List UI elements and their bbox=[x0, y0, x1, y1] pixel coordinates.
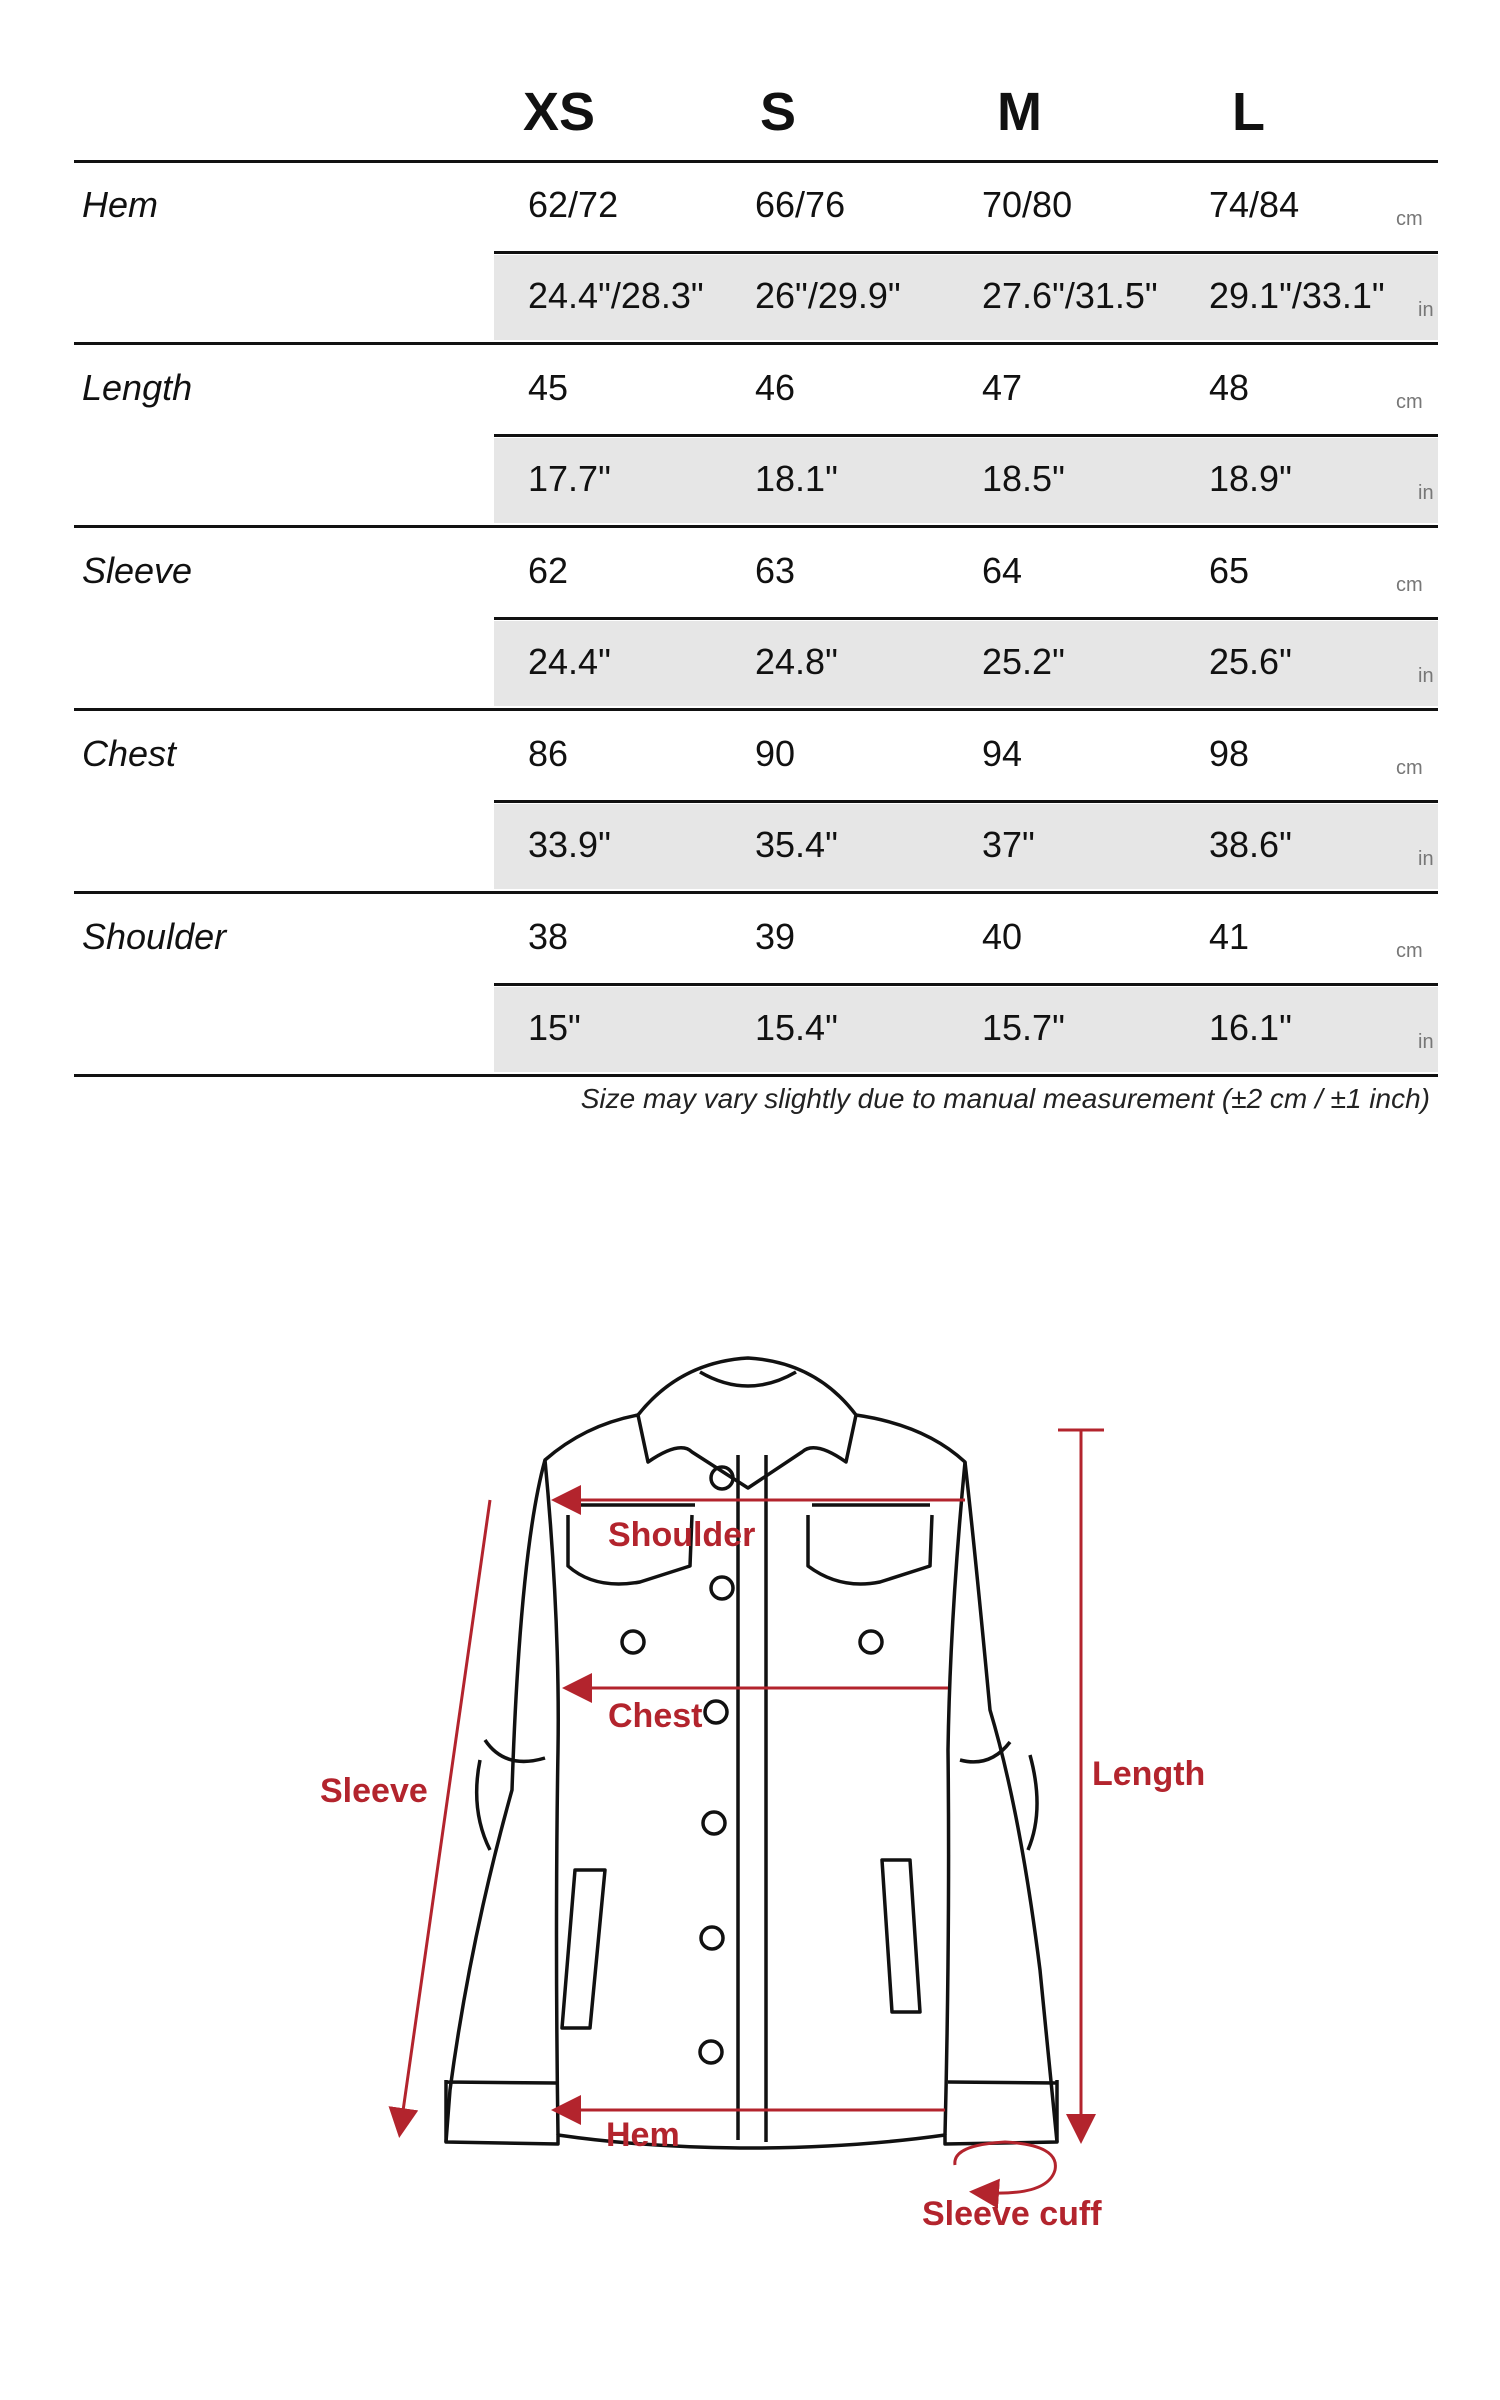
row-label-1: Length bbox=[82, 367, 193, 408]
row-divider bbox=[494, 251, 1438, 254]
inch-value: 37" bbox=[982, 824, 1035, 865]
inch-value: 29.1"/33.1" bbox=[1209, 275, 1385, 316]
sleeve-cuff-label: Sleeve cuff bbox=[922, 2195, 1102, 2233]
sleeve-cuff-arrow bbox=[955, 2142, 1056, 2193]
cm-value: 45 bbox=[528, 367, 569, 408]
inch-value: 15.4" bbox=[755, 1007, 838, 1048]
cm-unit-label: cm bbox=[1396, 574, 1423, 596]
cm-value: 62 bbox=[528, 550, 569, 591]
shoulder-label: Shoulder bbox=[608, 1516, 756, 1554]
sleeve-label: Sleeve bbox=[320, 1772, 428, 1810]
group-divider bbox=[74, 1074, 1438, 1077]
inch-row-band bbox=[494, 621, 1438, 706]
row-divider bbox=[494, 800, 1438, 803]
size-header-m: M bbox=[997, 82, 1042, 142]
inch-unit-label: in bbox=[1418, 482, 1434, 504]
size-header-s: S bbox=[760, 82, 797, 142]
measurement-note: Size may vary slightly due to manual measurement (±2 cm / ±1 inch) bbox=[580, 1083, 1430, 1114]
inch-value: 18.5" bbox=[982, 458, 1065, 499]
inch-value: 15.7" bbox=[982, 1007, 1065, 1048]
length-label: Length bbox=[1092, 1755, 1206, 1793]
inch-row-band bbox=[494, 987, 1438, 1072]
row-label-3: Chest bbox=[82, 733, 177, 774]
cm-value: 63 bbox=[755, 550, 796, 591]
hem-label: Hem bbox=[606, 2116, 680, 2154]
cm-value: 40 bbox=[982, 916, 1023, 957]
row-label-2: Sleeve bbox=[82, 550, 193, 591]
jacket-outline bbox=[446, 1358, 1057, 2148]
inch-value: 26"/29.9" bbox=[755, 275, 901, 316]
inch-value: 24.4" bbox=[528, 641, 611, 682]
cm-value: 70/80 bbox=[982, 184, 1073, 225]
inch-value: 18.1" bbox=[755, 458, 838, 499]
jacket-measurement-diagram bbox=[0, 1290, 1500, 2240]
cm-value: 65 bbox=[1209, 550, 1250, 591]
cm-value: 94 bbox=[982, 733, 1023, 774]
inch-value: 24.4"/28.3" bbox=[528, 275, 704, 316]
inch-value: 38.6" bbox=[1209, 824, 1292, 865]
row-label-0: Hem bbox=[82, 184, 159, 225]
cm-value: 46 bbox=[755, 367, 796, 408]
inch-value: 25.2" bbox=[982, 641, 1065, 682]
inch-unit-label: in bbox=[1418, 665, 1434, 687]
cm-value: 48 bbox=[1209, 367, 1250, 408]
size-header-xs: XS bbox=[523, 82, 596, 142]
inch-value: 16.1" bbox=[1209, 1007, 1292, 1048]
cm-value: 64 bbox=[982, 550, 1023, 591]
cm-value: 39 bbox=[755, 916, 796, 957]
cm-value: 98 bbox=[1209, 733, 1250, 774]
measurement-labels bbox=[320, 1516, 1205, 2233]
size-header-l: L bbox=[1232, 82, 1265, 142]
inch-unit-label: in bbox=[1418, 1031, 1434, 1053]
inch-value: 15" bbox=[528, 1007, 581, 1048]
cm-value: 90 bbox=[755, 733, 796, 774]
cm-unit-label: cm bbox=[1396, 391, 1423, 413]
cm-unit-label: cm bbox=[1396, 940, 1423, 962]
inch-value: 27.6"/31.5" bbox=[982, 275, 1158, 316]
cm-unit-label: cm bbox=[1396, 757, 1423, 779]
cm-value: 62/72 bbox=[528, 184, 619, 225]
inch-unit-label: in bbox=[1418, 848, 1434, 870]
inch-value: 25.6" bbox=[1209, 641, 1292, 682]
row-label-4: Shoulder bbox=[82, 916, 227, 957]
group-divider bbox=[74, 525, 1438, 528]
cm-value: 86 bbox=[528, 733, 569, 774]
cm-value: 66/76 bbox=[755, 184, 846, 225]
inch-value: 35.4" bbox=[755, 824, 838, 865]
inch-value: 17.7" bbox=[528, 458, 611, 499]
group-divider bbox=[74, 342, 1438, 345]
row-divider bbox=[494, 617, 1438, 620]
inch-value: 24.8" bbox=[755, 641, 838, 682]
inch-value: 18.9" bbox=[1209, 458, 1292, 499]
cm-value: 38 bbox=[528, 916, 569, 957]
sleeve-arrow bbox=[400, 1500, 490, 2132]
cm-value: 47 bbox=[982, 367, 1023, 408]
inch-row-band bbox=[494, 804, 1438, 889]
group-divider bbox=[74, 891, 1438, 894]
cm-unit-label: cm bbox=[1396, 208, 1423, 230]
cm-value: 41 bbox=[1209, 916, 1250, 957]
inch-row-band bbox=[494, 438, 1438, 523]
inch-unit-label: in bbox=[1418, 299, 1434, 321]
chest-label: Chest bbox=[608, 1697, 703, 1735]
table-top-rule bbox=[74, 160, 1438, 163]
group-divider bbox=[74, 708, 1438, 711]
row-divider bbox=[494, 983, 1438, 986]
cm-value: 74/84 bbox=[1209, 184, 1300, 225]
inch-value: 33.9" bbox=[528, 824, 611, 865]
row-divider bbox=[494, 434, 1438, 437]
